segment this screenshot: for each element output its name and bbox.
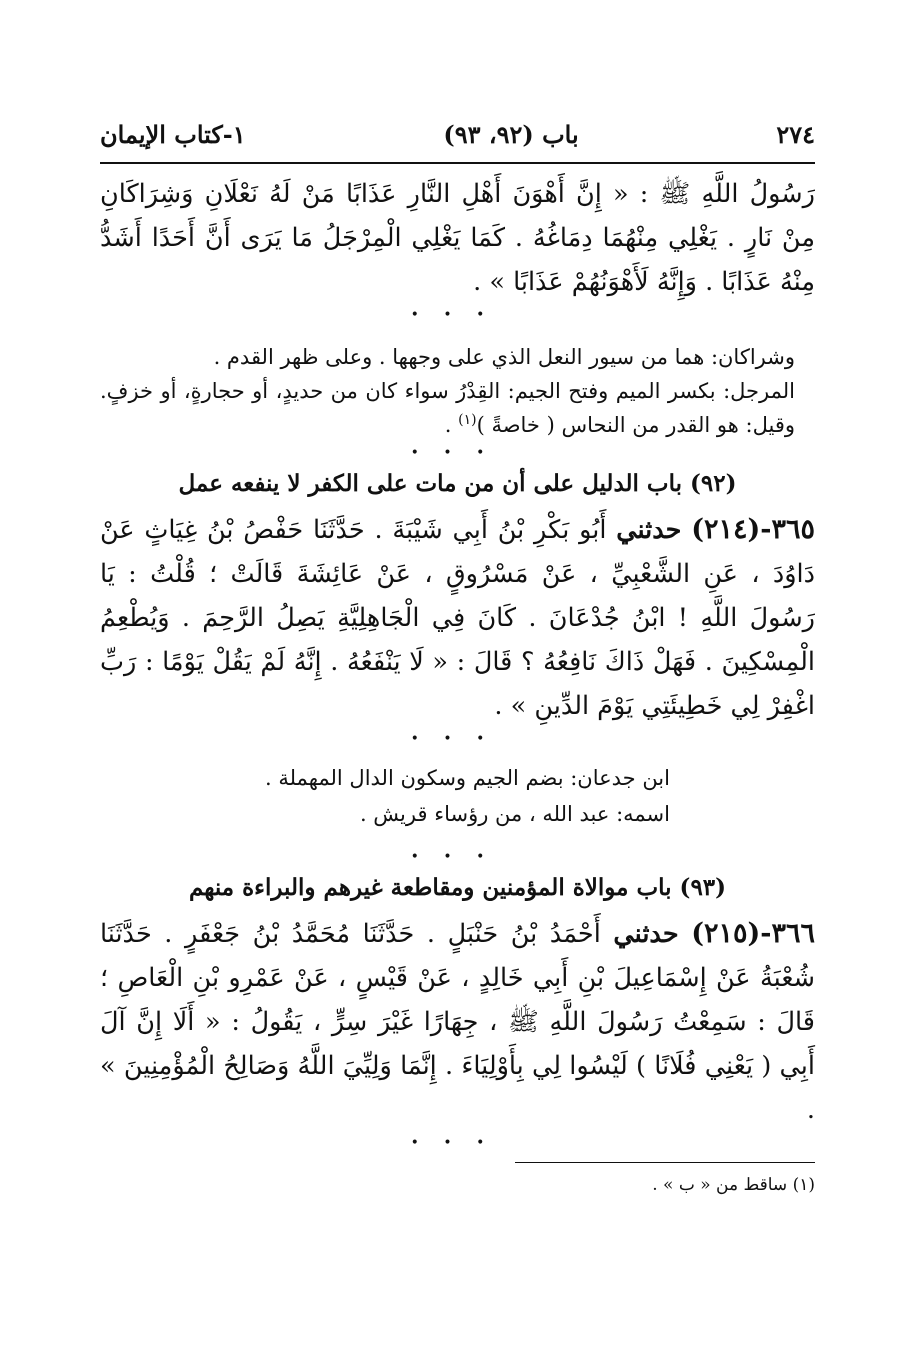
note-ibn-judan: ابن جدعان: بضم الجيم وسكون الدال المهملة . [265, 766, 670, 790]
book-page [100, 120, 815, 1300]
separator-stars: • • • [410, 1135, 495, 1151]
separator-stars: • • • [410, 445, 495, 461]
page-header [100, 120, 815, 164]
footnote-ref: (١) [458, 412, 477, 428]
hadith-continuation: رَسُولُ اللَّهِ ﷺ : « إِنَّ أَهْوَنَ أَهْلِ النَّارِ عَذَابًا مَنْ لَهُ نَعْلَانِ وَشِرَاكَانِ مِنْ نَارٍ . يَغْلِي مِنْهُمَا دِمَاغُهُ . كَمَا يَغْلِي الْمِرْجَلُ مَا يَرَى أَنَّ أَحَدًا أَشَدُّ مِنْهُ عَذَابًا . وَإِنَّهُ لَأَهْوَنُهُمْ عَذَابًا » . [100, 179, 815, 297]
book-title: ١-كتاب الإيمان [100, 120, 246, 149]
separator-stars: • • • [410, 307, 495, 323]
note-mirjal [100, 374, 815, 442]
chapter-93-title: (٩٣) باب موالاة المؤمنين ومقاطعة غيرهم والبراءة منهم [188, 874, 727, 901]
footnote-divider [515, 1162, 815, 1163]
hadith-365 [100, 508, 815, 728]
section-label: باب (٩٢، ٩٣) [443, 120, 579, 149]
separator-stars: • • • [410, 849, 495, 865]
hadith-366 [100, 912, 815, 1132]
hadith-366-text: أَحْمَدُ بْنُ حَنْبَلٍ . حَدَّثَنَا مُحَمَّدُ بْنُ جَعْفَرٍ . حَدَّثَنَا شُعْبَةُ عَنْ إِسْمَاعِيلَ بْنِ أَبِي خَالِدٍ ، عَنْ قَيْسٍ ، عَنْ عَمْرِو بْنِ الْعَاصِ ؛ قَالَ : سَمِعْتُ رَسُولَ اللَّهِ ﷺ ، جِهَارًا غَيْرَ سِرٍّ ، يَقُولُ : « أَلَا إِنَّ آلَ أَبِي ( يَعْنِي فُلَانًا ) لَيْسُوا لِي بِأَوْلِيَاءَ . إِنَّمَا وَلِيِّيَ اللَّهُ وَصَالِحُ الْمُؤْمِنِينَ » . [100, 919, 815, 1125]
note-mirjal-text: المرجل: بكسر الميم وفتح الجيم: القِدْرُ سواء كان من حديدٍ، أو حجارةٍ، أو خزفٍ. وقيل: هو القدر من النحاس ( خاصةً ) [100, 379, 795, 437]
note-ibn-judan-name: اسمه: عبد الله ، من رؤساء قريش . [359, 802, 670, 826]
separator-stars: • • • [410, 731, 495, 747]
hadith-365-haddathani: حدثني [616, 515, 682, 545]
hadith-365-number: ٣٦٥-(٢١٤) [691, 514, 815, 545]
note-shirakan: وشراكان: هما من سيور النعل الذي على وجهها . وعلى ظهر القدم . [213, 345, 795, 369]
page-number: ٢٧٤ [776, 120, 815, 149]
chapter-92-title: (٩٢) باب الدليل على أن من مات على الكفر لا ينفعه عمل [178, 470, 737, 497]
footnote: (١) ساقط من « ب » . [652, 1175, 815, 1195]
hadith-366-number: ٣٦٦-(٢١٥) [691, 918, 815, 949]
hadith-365-text: أَبُو بَكْرِ بْنُ أَبِي شَيْبَةَ . حَدَّثَنَا حَفْصُ بْنُ غِيَاثٍ عَنْ دَاوُدَ ، عَنِ الشَّعْبِيِّ ، عَنْ مَسْرُوقٍ ، عَنْ عَائِشَةَ قَالَتْ ؛ قُلْتُ : يَا رَسُولَ اللَّهِ ! ابْنُ جُدْعَانَ . كَانَ فِي الْجَاهِلِيَّةِ يَصِلُ الرَّحِمَ . وَيُطْعِمُ الْمِسْكِينَ . فَهَلْ ذَاكَ نَافِعُهُ ؟ قَالَ : « لَا يَنْفَعُهُ . إِنَّهُ لَمْ يَقُلْ يَوْمًا : رَبِّ اغْفِرْ لِي خَطِيئَتِي يَوْمَ الدِّينِ » . [100, 515, 815, 721]
hadith-366-haddathani: حدثني [613, 919, 679, 949]
note-mirjal-end: . [444, 413, 459, 437]
